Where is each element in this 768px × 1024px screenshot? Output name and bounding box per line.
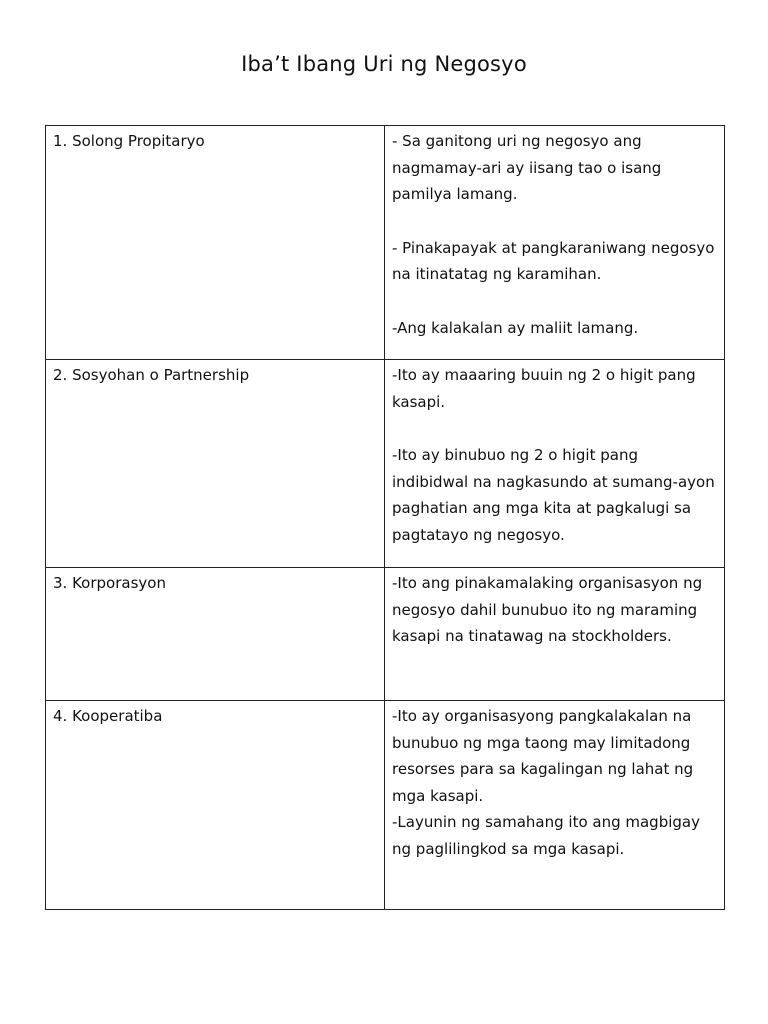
business-type-description <box>385 568 725 701</box>
business-types-table <box>45 125 725 910</box>
description-paragraph: -Ito ay maaaring buuin ng 2 o higit pang kasapi. <box>392 366 696 411</box>
table-row <box>46 568 725 701</box>
business-type-name: 1. Solong Propitaryo <box>46 126 385 360</box>
description-paragraph: -Ito ang pinakamalaking organisasyon ng negosyo dahil bunubuo ito ng maraming kasapi na tinatawag na stockholders. <box>392 574 703 645</box>
description-paragraph: -Ang kalakalan ay maliit lamang. <box>392 318 639 337</box>
business-type-name: 4. Kooperatiba <box>46 701 385 910</box>
description-paragraph: -Layunin ng samahang ito ang magbigay ng paglilingkod sa mga kasapi. <box>392 813 700 858</box>
business-type-name: 2. Sosyohan o Partnership <box>46 360 385 568</box>
description-paragraph: -Ito ay organisasyong pangkalakalan na bunubuo ng mga taong may limitadong resorses para sa kagalingan ng lahat ng mga kasapi. <box>392 707 694 805</box>
business-type-description <box>385 126 725 360</box>
description-paragraph: - Sa ganitong uri ng negosyo ang nagmamay-ari ay iisang tao o isang pamilya lamang. <box>392 132 662 203</box>
business-type-description <box>385 360 725 568</box>
table-row <box>46 126 725 360</box>
page-title: Iba’t Ibang Uri ng Negosyo <box>241 52 527 76</box>
description-paragraph: - Pinakapayak at pangkaraniwang negosyo na itinatatag ng karamihan. <box>392 238 715 283</box>
description-paragraph: -Ito ay binubuo ng 2 o higit pang indibidwal na nagkasundo at sumang-ayon paghatian ang mga kita at pagkalugi sa pagtatayo ng negosyo. <box>392 446 715 544</box>
table-row <box>46 701 725 910</box>
table-row <box>46 360 725 568</box>
business-type-description <box>385 701 725 910</box>
business-type-name: 3. Korporasyon <box>46 568 385 701</box>
